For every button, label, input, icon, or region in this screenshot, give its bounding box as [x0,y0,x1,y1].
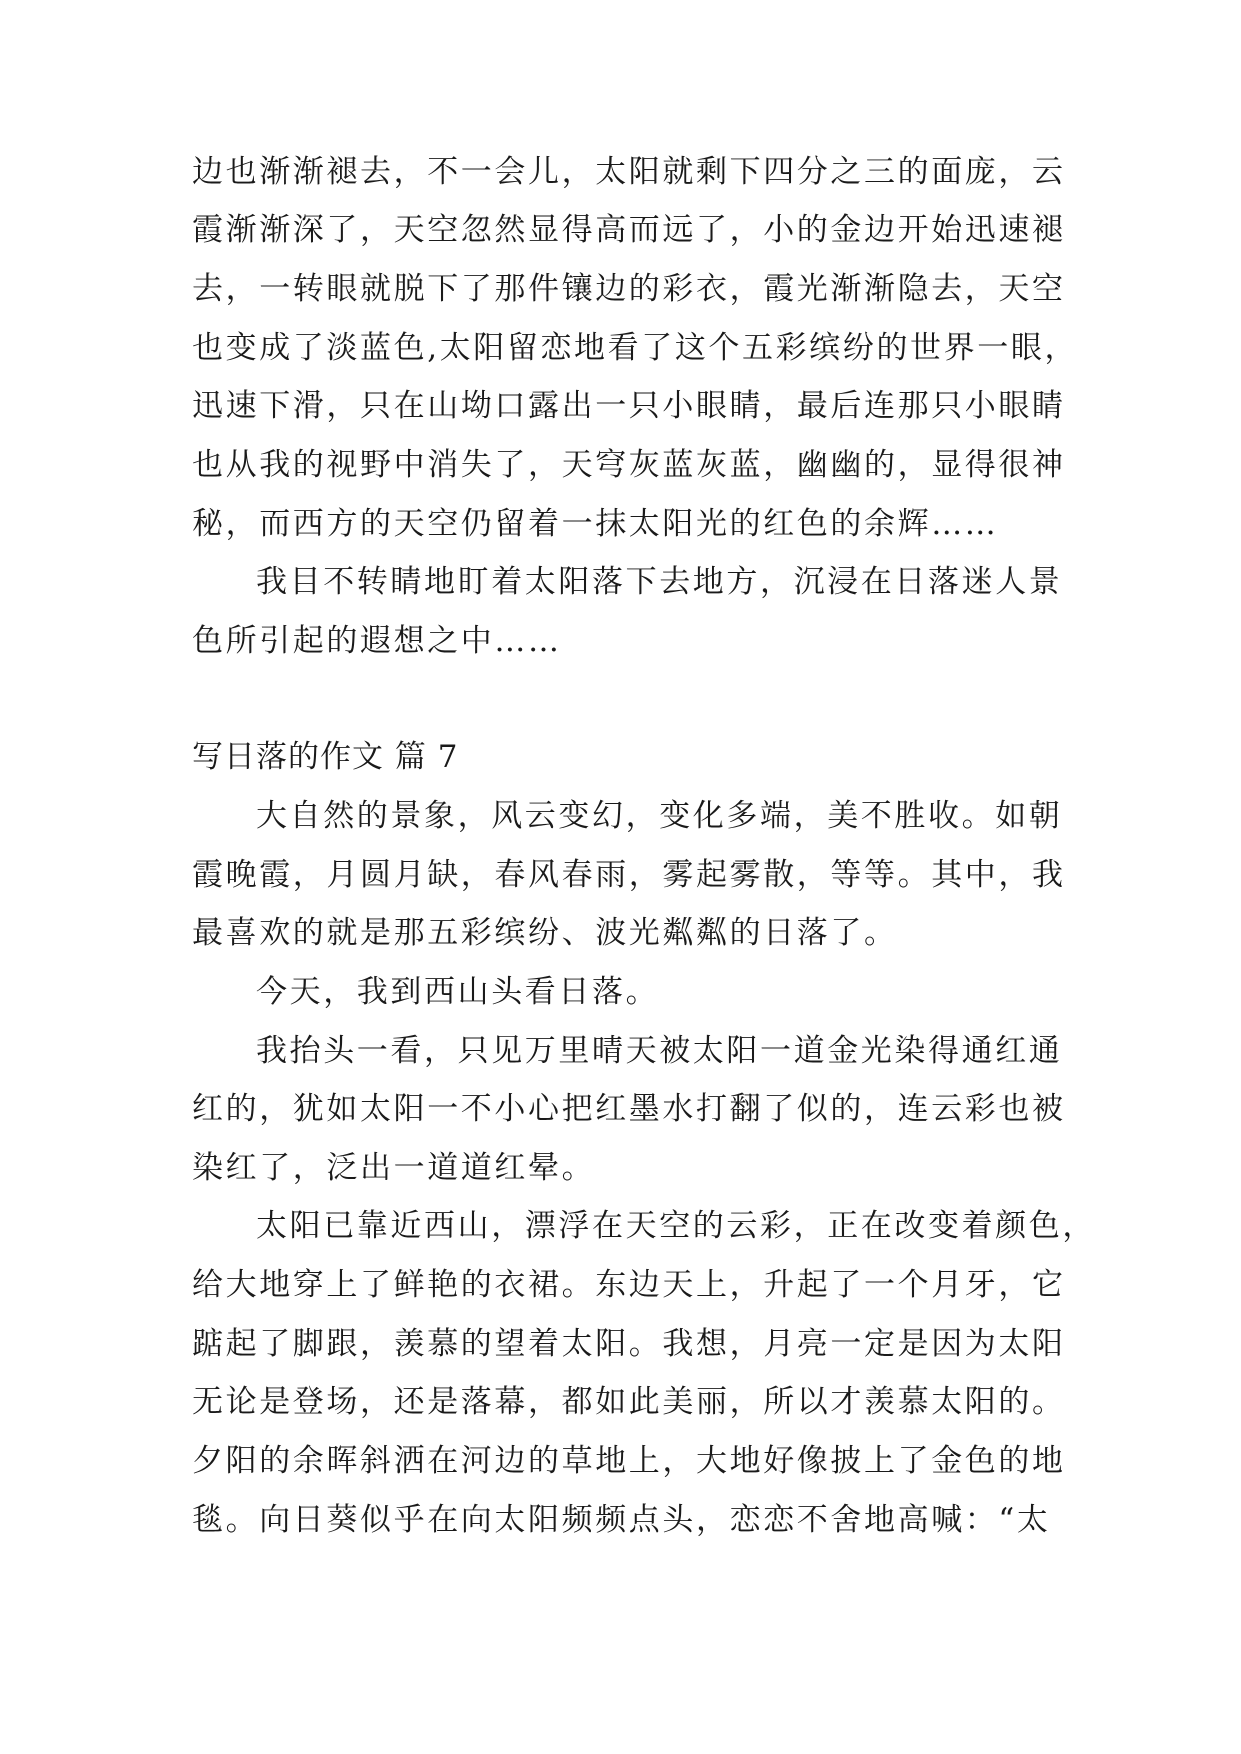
text-line: 染红了，泛出一道道红晕。 [192,1150,596,1186]
text-line: 无论是登场，还是落幕，都如此美丽，所以才羡慕太阳的。 [192,1384,1066,1420]
paragraph-first-line: 太阳已靠近西山，漂浮在天空的云彩，正在改变着颜色， [256,1208,1096,1244]
text-line: 色所引起的遐想之中…… [192,623,562,659]
text-line: 边也渐渐褪去，不一会儿，太阳就剩下四分之三的面庞，云 [192,154,1066,190]
text-line: 也从我的视野中消失了，天穹灰蓝灰蓝，幽幽的，显得很神 [192,447,1066,483]
text-line: 迅速下滑，只在山坳口露出一只小眼睛，最后连那只小眼睛 [192,388,1066,424]
paragraph-first-line: 我目不转睛地盯着太阳落下去地方，沉浸在日落迷人景 [256,564,1063,600]
paragraph-first-line: 大自然的景象，风云变幻，变化多端，美不胜收。如朝 [256,798,1063,834]
text-line: 霞渐渐深了，天空忽然显得高而远了，小的金边开始迅速褪 [192,212,1066,248]
text-line: 给大地穿上了鲜艳的衣裙。东边天上，升起了一个月牙，它 [192,1267,1066,1303]
text-line: 秘，而西方的天空仍留着一抹太阳光的红色的余辉…… [192,506,999,542]
text-line: 红的，犹如太阳一不小心把红墨水打翻了似的，连云彩也被 [192,1091,1066,1127]
paragraph-first-line: 今天，我到西山头看日落。 [256,974,660,1010]
text-line: 踮起了脚跟，羡慕的望着太阳。我想，月亮一定是因为太阳 [192,1326,1066,1362]
text-line: 毯。向日葵似乎在向太阳频频点头，恋恋不舍地高喊：“太 [192,1502,1051,1538]
text-line: 最喜欢的就是那五彩缤纷、波光粼粼的日落了。 [192,915,898,951]
text-line: 去，一转眼就脱下了那件镶边的彩衣，霞光渐渐隐去，天空 [192,271,1066,307]
text-line: 霞晚霞，月圆月缺，春风春雨，雾起雾散，等等。其中，我 [192,857,1066,893]
text-line: 也变成了淡蓝色,太阳留恋地看了这个五彩缤纷的世界一眼， [192,330,1079,366]
text-line: 夕阳的余晖斜洒在河边的草地上，大地好像披上了金色的地 [192,1443,1066,1479]
paragraph-first-line: 我抬头一看，只见万里晴天被太阳一道金光染得通红通 [256,1033,1063,1069]
section-title: 写日落的作文 篇 7 [192,739,459,775]
